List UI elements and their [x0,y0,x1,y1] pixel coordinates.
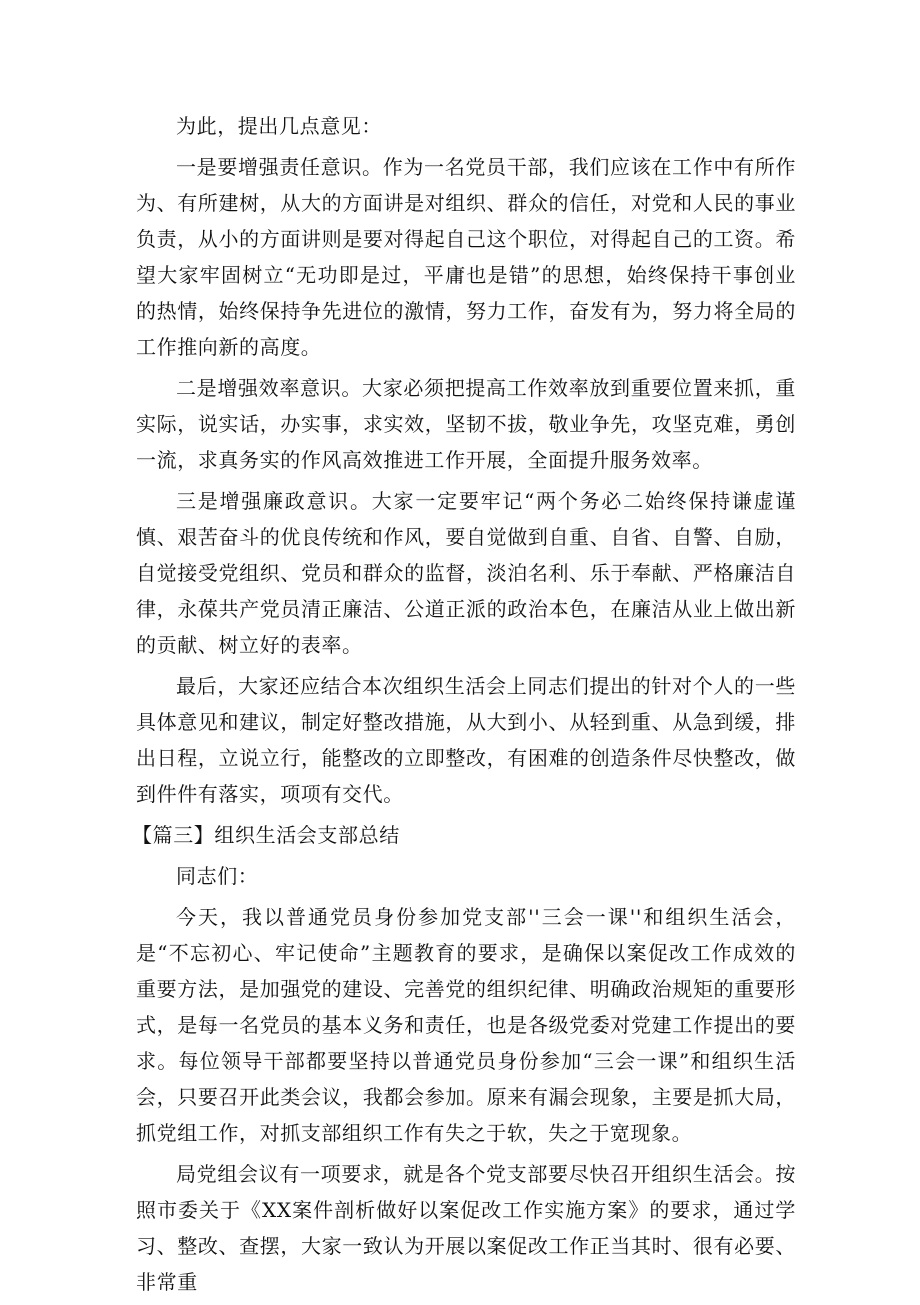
document-body [132,108,796,1305]
paragraph-efficiency: 二是增强效率意识。大家必须把提高工作效率放到重要位置来抓，重实际，说实话，办实事，求实效，坚韧不拔，敬业争先，攻坚克难，勇创一流，求真务实的作风高效推进工作开展，全面提升服务效率。 [136,376,796,472]
paragraph-responsibility: 一是要增强责任意识。作为一名党员干部，我们应该在工作中有所作为、有所建树，从大的方面讲是对组织、群众的信任，对党和人民的事业负责，从小的方面讲则是要对得起自己这个职位，对得起自己的工资。希望大家牢固树立“无功即是过，平庸也是错”的思想，始终保持干事创业的热情，始终保持争先进位的激情，努力工作，奋发有为，努力将全局的工作推向新的高度。 [136,155,796,359]
paragraph-today: 今天，我以普通党员身份参加党支部''三会一课''和组织生活会，是“不忘初心、牢记使命”主题教育的要求，是确保以案促改工作成效的重要方法，是加强党的建设、完善党的组织纪律、明确政治规矩的重要形式，是每一名党员的基本义务和责任，也是各级党委对党建工作提出的要求。每位领导干部都要坚持以普通党员身份参加“三会一课”和组织生活会，只要召开此类会议，我都会参加。原来有漏会现象，主要是抓大局，抓党组工作，对抓支部组织工作有失之于软，失之于宽现象。 [136,905,796,1145]
paragraph-opinions-intro: 为此，提出几点意见： [176,114,382,138]
paragraph-conclusion: 最后，大家还应结合本次组织生活会上同志们提出的针对个人的一些具体意见和建议，制定好整改措施，从大到小、从轻到重、从急到缓，排出日程，立说立行，能整改的立即整改，有困难的创造条件尽快整改，做到件件有落实，项项有交代。 [136,674,796,806]
paragraph-integrity: 三是增强廉政意识。大家一定要牢记“两个务必二始终保持谦虚谨慎、艰苦奋斗的优良传统和作风，要自觉做到自重、自省、自警、自励，自觉接受党组织、党员和群众的监督，淡泊名利、乐于奉献、严格廉洁自律，永葆共产党员清正廉洁、公道正派的政治本色，在廉洁从业上做出新的贡献、树立好的表率。 [136,489,796,657]
paragraph-party-meeting: 局党组会议有一项要求，就是各个党支部要尽快召开组织生活会。按照市委关于《XX案件剖析做好以案促改工作实施方案》的要求，通过学习、整改、查摆，大家一致认为开展以案促改工作正当其时、很有必要、非常重 [136,1162,796,1294]
section-heading: 【篇三】组织生活会支部总结 [132,823,400,847]
paragraph-salutation: 同志们： [176,864,259,888]
